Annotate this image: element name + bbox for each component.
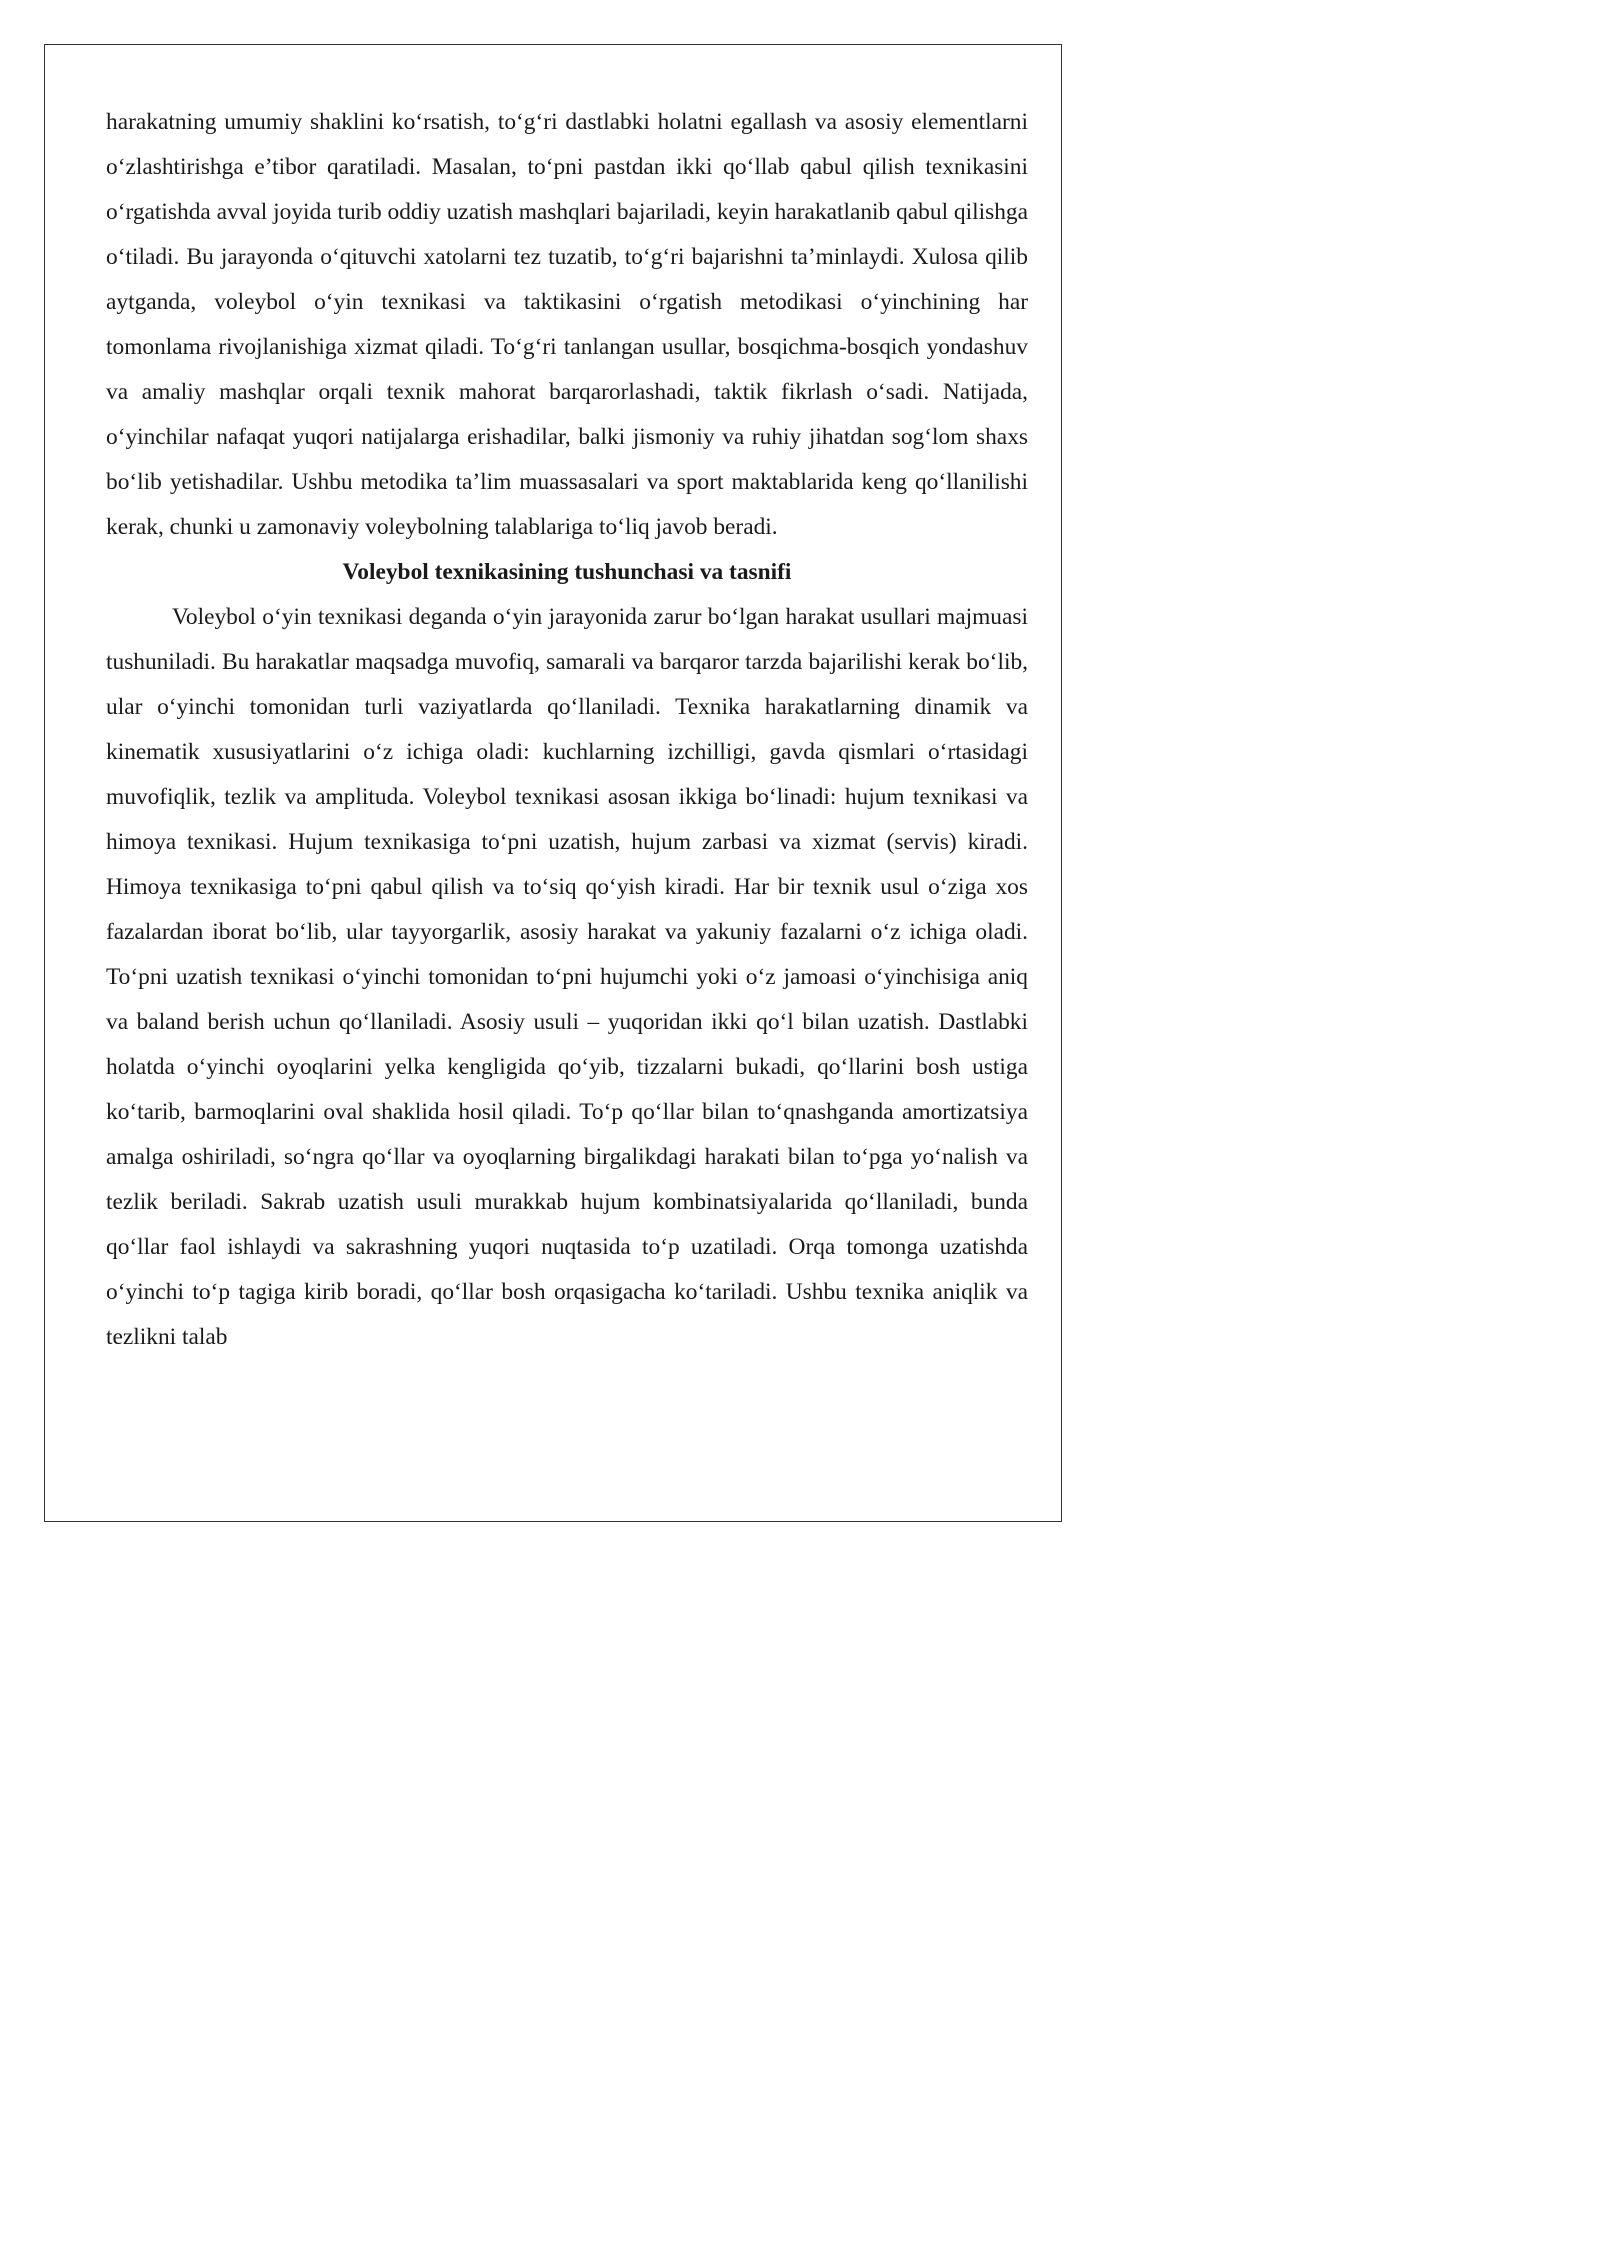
paragraph-body: Voleybol o‘yin texnikasi deganda o‘yin jarayonida zarur bo‘lgan harakat usullari majmuasi tushuniladi. Bu harakatlar maqsadga muvofiq, samarali va barqaror tarzda bajarilishi kerak bo‘lib, ular o‘yinchi tomonidan turli vaziyatlarda qo‘llaniladi. Texnika harakatlarning dinamik va kinematik xususiyatlarini o‘z ichiga oladi: kuchlarning izchilligi, gavda qismlari o‘rtasidagi muvofiqlik, tezlik va amplituda. Voleybol texnikasi asosan ikkiga bo‘linadi: hujum texnikasi va himoya texnikasi. Hujum texnikasiga to‘pni uzatish, hujum zarbasi va xizmat (servis) kiradi. Himoya texnikasiga to‘pni qabul qilish va to‘siq qo‘yish kiradi. Har bir texnik usul o‘ziga xos fazalardan iborat bo‘lib, ular tayyorgarlik, asosiy harakat va yakuniy fazalarni o‘z ichiga oladi. To‘pni uzatish texnikasi o‘yinchi tomonidan to‘pni hujumchi yoki o‘z jamoasi o‘yinchisiga aniq va baland berish uchun qo‘llaniladi. Asosiy usuli – yuqoridan ikki qo‘l bilan uzatish. Dastlabki holatda o‘yinchi oyoqlarini yelka kengligida qo‘yib, tizzalarni bukadi, qo‘llarini bosh ustiga ko‘tarib, barmoqlarini oval shaklida hosil qiladi. To‘p qo‘llar bilan to‘qnashganda amortizatsiya amalga oshiriladi, so‘ngra qo‘llar va oyoqlarning birgalikdagi harakati bilan to‘pga yo‘nalish va tezlik beriladi. Sakrab uzatish usuli murakkab hujum kombinatsiyalarida qo‘llaniladi, bunda qo‘llar faol ishlaydi va sakrashning yuqori nuqtasida to‘p uzatiladi. Orqa tomonga uzatishda o‘yinchi to‘p tagiga kirib boradi, qo‘llar bosh orqasigacha ko‘tariladi. Ushbu texnika aniqlik va tezlikni talab	[106, 604, 1028, 1350]
document-body	[106, 100, 1028, 1360]
section-heading: Voleybol texnikasining tushunchasi va tasnifi	[342, 559, 792, 585]
paragraph-continuation: harakatning umumiy shaklini ko‘rsatish, to‘g‘ri dastlabki holatni egallash va asosiy elementlarni o‘zlashtirishga e’tibor qaratiladi. Masalan, to‘pni pastdan ikki qo‘llab qabul qilish texnikasini o‘rgatishda avval joyida turib oddiy uzatish mashqlari bajariladi, keyin harakatlanib qabul qilishga o‘tiladi. Bu jarayonda o‘qituvchi xatolarni tez tuzatib, to‘g‘ri bajarishni ta’minlaydi. Xulosa qilib aytganda, voleybol o‘yin texnikasi va taktikasini o‘rgatish metodikasi o‘yinchining har tomonlama rivojlanishiga xizmat qiladi. To‘g‘ri tanlangan usullar, bosqichma-bosqich yondashuv va amaliy mashqlar orqali texnik mahorat barqarorlashadi, taktik fikrlash o‘sadi. Natijada, o‘yinchilar nafaqat yuqori natijalarga erishadilar, balki jismoniy va ruhiy jihatdan sog‘lom shaxs bo‘lib yetishadilar. Ushbu metodika ta’lim muassasalari va sport maktablarida keng qo‘llanilishi kerak, chunki u zamonaviy voleybolning talablariga to‘liq javob beradi.	[106, 109, 1028, 540]
